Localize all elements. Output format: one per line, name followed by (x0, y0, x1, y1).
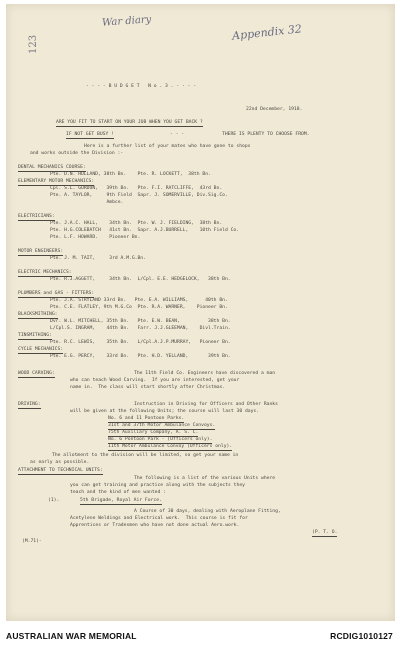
attachment-line-1: The following is a list of the various Units where (134, 476, 276, 481)
document-page (6, 4, 395, 621)
driving-line-1: Instruction in Driving for Officers and Other Ranks (134, 402, 278, 407)
handwritten-appendix: Appendix 32 (231, 22, 303, 43)
attachment-item-title: 5th Brigade, Royal Air Force. (80, 498, 162, 503)
footer-record-id: RCDIG1010127 (330, 631, 393, 641)
attachment-line-3: teach and the kind of men wanted : (70, 490, 166, 495)
plumbers-heading: PLUMBERS and GAS - FITTERS: (18, 291, 95, 296)
footer-institution: AUSTRALIAN WAR MEMORIAL (6, 631, 137, 641)
electricians-line-1: Pte. J.A.C. HALL, 34th Bn. Pte. W. J. FIELDING, 38th Bn. (50, 221, 223, 226)
blacksmithing-line-2: L/Cpl.S. INGRAM, 44th Bn. Farr. J.J.GLEEMAN, Divl.Train. (50, 326, 231, 331)
driving-unit-1: No. 6 and 11 Pontoon Parks. (108, 416, 185, 421)
subheadline-right: THERE IS PLENTY TO CHOOSE FROM. (222, 132, 310, 137)
driving-unit-2: 31st and 37th Motor Ambulance Convoys. (108, 423, 216, 428)
motor-eng-heading: MOTOR ENGINEERS: (18, 249, 64, 254)
dental-heading: DENTAL MECHANICS COURSE: (18, 165, 86, 170)
budget-title: - - - - B U D G E T N o . 3 . - - - - (86, 84, 197, 89)
archive-page-number: 123 (28, 34, 39, 54)
archive-footer (0, 624, 401, 654)
plumbers-line-2: Pte. C.E. FLATLEY, 9th M.G.Co Pte. R.A. WARNER, Pioneer Bn. (50, 305, 228, 310)
attachment-heading: ATTACHMENT TO TECHNICAL UNITS: (18, 468, 103, 473)
cycle-heading: CYCLE MECHANICS: (18, 347, 64, 352)
motor-elem-line-3: Ambce. (50, 200, 124, 205)
intro-line-1: Here is a further list of your mates who have gone to shops (84, 144, 251, 149)
wood-line-2: who can teach Wood Carving. If you are interested, get your (70, 378, 240, 383)
motor-elem-line-2: Pte. A. TAYLOR, 9th Field Sapr. J. SOMERVILLE, Div.Sig.Co. (50, 193, 228, 198)
attachment-item-number: (1). (48, 498, 60, 503)
attachment-desc-2: Acetylene Weldings and Electrical work. This course is fit for (70, 516, 248, 521)
motor-elem-heading: ELEMENTARY MOTOR MECHANICS: (18, 179, 95, 184)
document-date: 22nd December, 1918. (246, 107, 303, 112)
cycle-line-1: Pte. E.G. PERCY, 33rd Bn. Pte. H.D. YELLAND, 39th Bn. (50, 354, 231, 359)
driving-heading: DRIVING: (18, 402, 41, 407)
motor-elem-line-1: Cpl. S.L. GORDON, 39th Bn. Pte. F.I. RATCLIFFE, 43rd Bn. (50, 186, 223, 191)
handwritten-war-diary: War diary (101, 14, 152, 29)
attachment-desc-3: Apprentices or Tradesmen who have not done actual Aero.work. (70, 523, 240, 528)
tinsmithing-heading: TINSMITHING: (18, 333, 52, 338)
driving-unit-5: 11th Motor Ambulance Convoy (Officers only). (108, 444, 233, 449)
attachment-line-2: you can get training and practice along with the subjects they (70, 483, 245, 488)
motor-eng-line-1: Pte. J. M. TAIT, 3rd A.M.G.Bn. (50, 256, 146, 261)
driving-closing-2: as early as possible. (30, 460, 90, 465)
driving-closing-1: The allotment to the division will be limited, so get your name in (52, 453, 239, 458)
wood-line-1: The 11th Field Co. Engineers have discovered a man (134, 371, 276, 376)
blacksmithing-line-1: Dvr. W.L. MITCHELL, 35th Bn. Pte. E.W. BEAN, 38th Bn. (50, 319, 231, 324)
attachment-desc-1: A Course of 30 days, dealing with Aeroplane Fitting, (134, 509, 281, 514)
pto-note: (P. T. O. (312, 530, 338, 535)
subheadline-dashes: - - - (170, 132, 185, 137)
dental-line-1: Pte. D.N. HOLLAND, 38th Bn. Pte. R. LOCKETT, 38th Bn. (50, 172, 211, 177)
headline: ARE YOU FIT TO START ON YOUR JOB WHEN YOU GET BACK ? (56, 120, 203, 125)
electricians-line-3: Pte. L.F. HOWARD. Pioneer Bn. (50, 235, 141, 240)
subheadline-left: IF NOT GET BUSY ! (66, 132, 114, 137)
driving-unit-3: 75th Auxiliary Company, A. S. C. (108, 430, 199, 435)
plumbers-line-1: Pte. J.A. STRYLAND 33rd Bn. Pte. E.A. WILLIAMS, 40th Bn. (50, 298, 228, 303)
blacksmithing-heading: BLACKSMITHING: (18, 312, 58, 317)
tinsmithing-line-1: Pte. R.C. LEWIS, 35th Bn. L/Cpl.A.J.P.MURRAY, Pioneer Bn. (50, 340, 231, 345)
intro-line-2: and works outside the Division :- (30, 151, 124, 156)
electricians-heading: ELECTRICIANS: (18, 214, 55, 219)
wood-heading: WOOD CARVING: (18, 371, 55, 376)
document-code: (M.71)- (22, 539, 42, 544)
driving-line-2: will be given at the following Units; the course will last 30 days. (70, 409, 260, 414)
electricians-line-2: Pte. H.G.COLEBATCH 41st Bn. Sapr. A.J.BURRELL, 10th Field Co. (50, 228, 240, 233)
elec-mech-line-1: Pte. R.J.AGGETT, 34th Bn. L/Cpl. E.E. HEDGELOCK, 38th Bn. (50, 277, 231, 282)
elec-mech-heading: ELECTRIC MECHANICS: (18, 270, 72, 275)
driving-unit-4: No. 6 Pontoon Park - (Officers only). (108, 437, 213, 442)
wood-line-3: name in. The class will start shortly after Christmas. (70, 385, 226, 390)
